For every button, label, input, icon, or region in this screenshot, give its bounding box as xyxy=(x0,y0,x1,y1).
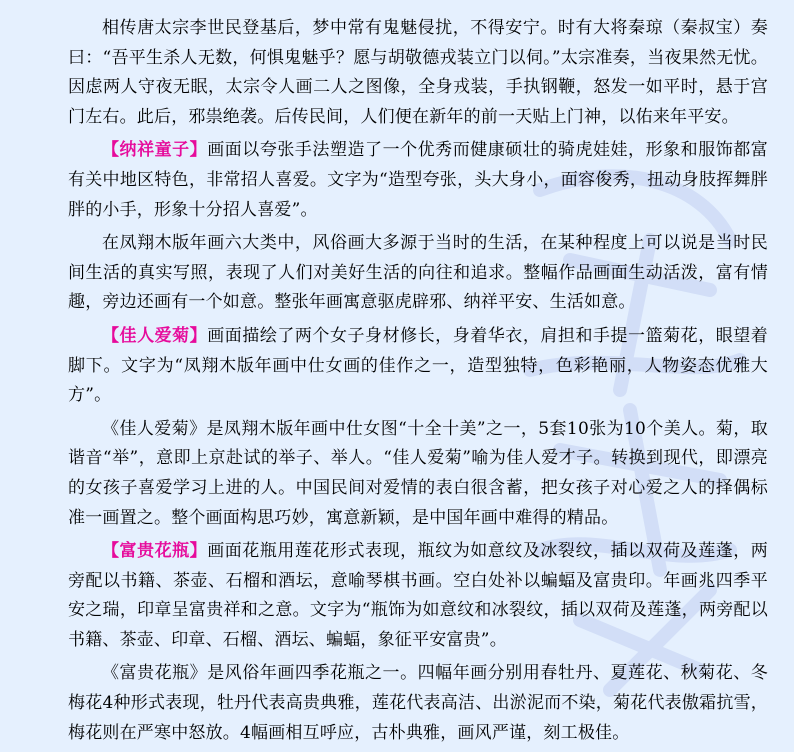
paragraph-naxiang-tongzi xyxy=(68,136,768,225)
paragraph-text: 《富贵花瓶》是风俗年画四季花瓶之一。四幅年画分别用春牡丹、夏莲花、秋菊花、冬梅花4种形式表现，牡丹代表高贵典雅，莲花代表高洁、出淤泥而不染，菊花代表傲霜抗雪，梅花则在严寒中怒放。4幅画相互呼应，古朴典雅，画风严谨，刻工极佳。 xyxy=(68,663,768,743)
paragraph-text: 在凤翔木版年画六大类中，风俗画大多源于当时的生活，在某种程度上可以说是当时民间生活的真实写照，表现了人们对美好生活的向往和追求。整幅作品画面生动活泼，富有情趣，旁边还画有一个如意。整张年画寓意驱虎辟邪、纳祥平安、生活如意。 xyxy=(68,233,768,313)
paragraph-jiaren-aiju-detail xyxy=(68,415,768,533)
paragraph-folk-paintings xyxy=(68,229,768,318)
paragraph-text: 画面描绘了两个女子身材修长，身着华衣，肩担和手提一篮菊花，眼望着脚下。文字为“凤翔木版年画中仕女画的佳作之一，造型独特，色彩艳丽，人物姿态优雅大方”。 xyxy=(68,325,768,406)
paragraph-text: 画面花瓶用莲花形式表现，瓶纹为如意纹及冰裂纹，插以双荷及莲蓬，两旁配以书籍、茶壶、石榴和酒坛，意喻琴棋书画。空白处补以蝙蝠及富贵印。年画兆四季平安之瑞，印章呈富贵祥和之意。文字为“瓶饰为如意纹和冰裂纹，插以双荷及莲蓬，两旁配以书籍、茶壶、印章、石榴、酒坛、蝙蝠，象征平安富贵”。 xyxy=(68,541,768,650)
section-title: 【富贵花瓶】 xyxy=(102,541,208,562)
paragraph-fugui-huaping xyxy=(68,537,768,655)
paragraph-door-gods xyxy=(68,14,768,132)
paragraph-text: 相传唐太宗李世民登基后，梦中常有鬼魅侵扰，不得安宁。时有大将秦琼（秦叔宝）奏曰：“吾平生杀人无数，何惧鬼魅乎？愿与胡敬德戎装立门以伺。”太宗准奏，当夜果然无忧。因虑两人守夜无眠，太宗令人画二人之图像，全身戎装，手执钢鞭，怒发一如平时，悬于宫门左右。此后，邪祟绝袭。后传民间，人们便在新年的前一天贴上门神，以佑来年平安。 xyxy=(68,18,768,127)
paragraph-jiaren-aiju xyxy=(68,322,768,411)
paragraph-text: 画面以夸张手法塑造了一个优秀而健康硕壮的骑虎娃娃，形象和服饰都富有关中地区特色，非常招人喜爱。文字为“造型夸张，头大身小，面容俊秀，扭动身肢挥舞胖胖的小手，形象十分招人喜爱”。 xyxy=(68,140,768,220)
section-title: 【佳人爱菊】 xyxy=(102,325,208,346)
paragraph-text: 《佳人爱菊》是凤翔木版年画中仕女图“十全十美”之一，5套10张为10个美人。菊，取谐音“举”，意即上京赴试的举子、举人。“佳人爱菊”喻为佳人爱才子。转换到现代，即漂亮的女孩子喜爱学习上进的人。中国民间对爱情的表白很含蓄，把女孩子对心爱之人的择偶标准一画置之。整个画面构思巧妙，寓意新颖，是中国年画中难得的精品。 xyxy=(68,418,768,528)
paragraph-fugui-huaping-detail xyxy=(68,659,768,748)
section-title: 【纳祥童子】 xyxy=(102,140,208,161)
article-body xyxy=(68,14,768,752)
